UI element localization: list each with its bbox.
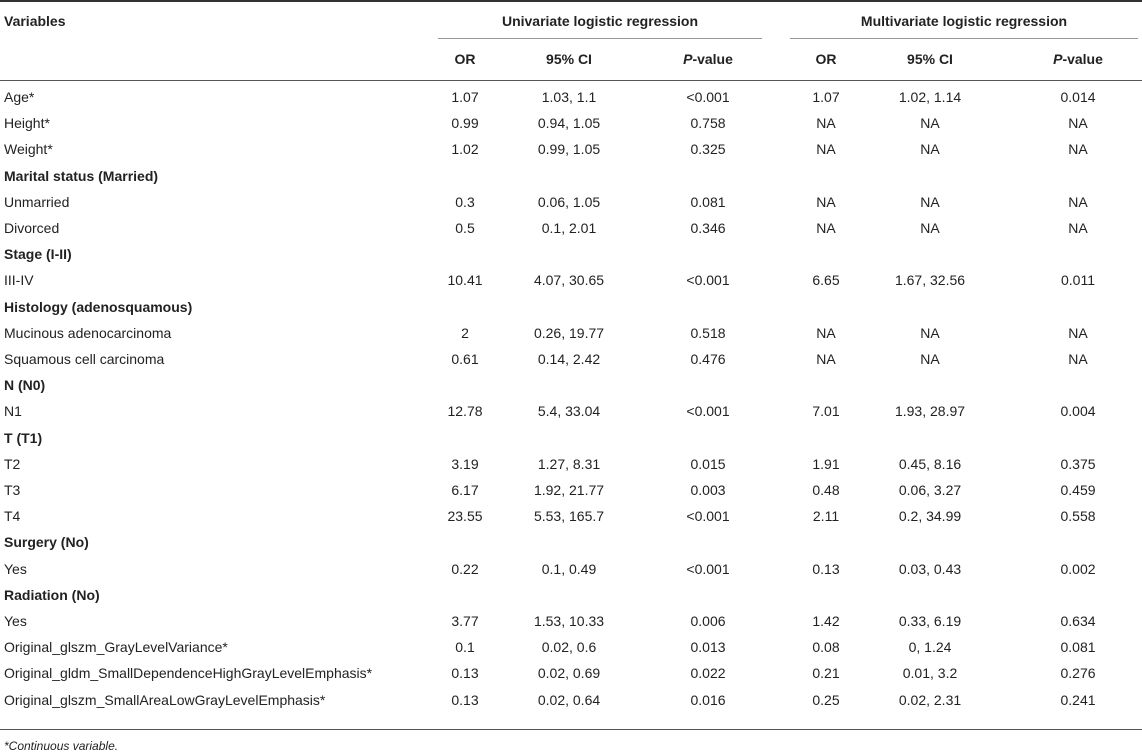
table-cell: 0.02, 0.6	[541, 639, 597, 656]
p-italic: P	[1053, 51, 1063, 67]
bottom-rule	[0, 729, 1142, 730]
table-cell: NA	[816, 220, 836, 236]
table-cell: 0.14, 2.42	[537, 351, 601, 367]
group-label: Radiation (No)	[4, 586, 100, 603]
table-cell: 0.13	[451, 665, 479, 682]
table-cell: 0.1	[455, 639, 475, 656]
table-cell: NA	[816, 193, 836, 210]
table-cell: 0.13	[812, 560, 840, 577]
table-cell: NA	[1068, 115, 1088, 132]
table-cell: 1.67, 32.56	[894, 272, 966, 289]
table-cell: 0.26, 19.77	[533, 324, 605, 341]
p-suffix: -value	[1062, 51, 1103, 67]
table-cell: NA	[1068, 220, 1088, 236]
table-cell: NA	[920, 141, 940, 158]
table-cell: 0.081	[1060, 639, 1096, 656]
table-row	[0, 141, 1142, 167]
table-cell: NA	[920, 324, 940, 341]
row-label: T2	[4, 455, 21, 472]
table-cell: <0.001	[686, 272, 730, 289]
header-p-multi	[1053, 51, 1103, 67]
table-cell: <0.001	[686, 89, 730, 105]
table-cell: 7.01	[812, 403, 840, 420]
table-cell: 0.476	[690, 351, 726, 367]
table-cell: 0.3	[455, 193, 475, 210]
table-cell: 1.07	[451, 89, 479, 105]
table-cell: NA	[816, 115, 836, 132]
row-label: III-IV	[4, 272, 34, 289]
table-row	[0, 508, 1142, 534]
row-label: T4	[4, 508, 21, 525]
row-label: Yes	[4, 613, 27, 629]
row-label: Original_gldm_SmallDependenceHighGrayLevelEmphasis*	[4, 665, 373, 682]
table-cell: 4.07, 30.65	[533, 272, 605, 289]
row-label: T3	[4, 482, 21, 498]
row-label: Yes	[4, 560, 27, 577]
table-cell: 0.634	[1060, 613, 1096, 629]
table-row	[0, 246, 1142, 272]
header-or-multi: OR	[815, 51, 837, 67]
table-cell: NA	[816, 141, 836, 158]
table-cell: 0.22	[451, 560, 479, 577]
group-label: Stage (I-II)	[4, 246, 72, 263]
table-cell: 0.014	[1060, 89, 1096, 105]
header-multivariate: Multivariate logistic regression	[860, 13, 1068, 29]
row-label: Weight*	[4, 141, 53, 158]
table-cell: 0.45, 8.16	[898, 455, 962, 472]
table-cell: 0.002	[1060, 560, 1096, 577]
table-cell: 0.13	[451, 691, 479, 708]
table-cell: 1.02	[451, 141, 479, 158]
table-cell: 1.91	[812, 455, 840, 472]
table-row	[0, 299, 1142, 325]
table-cell: 0.21	[812, 665, 840, 682]
table-cell: 1.27, 8.31	[537, 455, 601, 472]
p-italic: P	[683, 51, 693, 67]
table-cell: 3.77	[451, 613, 479, 629]
table-cell: 0.081	[690, 193, 726, 210]
table-cell: 0.48	[812, 482, 840, 498]
table-row	[0, 534, 1142, 560]
table-cell: 0.022	[690, 665, 726, 682]
table-cell: 23.55	[447, 508, 483, 525]
table-cell: NA	[1068, 324, 1088, 341]
univariate-subrule	[438, 38, 762, 39]
table-cell: NA	[1068, 141, 1088, 158]
table-cell: 3.19	[451, 455, 479, 472]
table-cell: 1.42	[812, 613, 840, 629]
table-cell: 12.78	[447, 403, 483, 420]
table-cell: NA	[1068, 351, 1088, 367]
table-cell: 0.02, 0.69	[537, 665, 601, 682]
group-label: N (N0)	[4, 377, 46, 394]
table-row	[0, 403, 1142, 429]
table-cell: <0.001	[686, 403, 730, 420]
row-label: N1	[4, 403, 22, 420]
table-row	[0, 168, 1142, 194]
table-row	[0, 639, 1142, 665]
table-cell: 1.53, 10.33	[533, 613, 605, 629]
table-cell: 0.25	[812, 691, 840, 708]
table-cell: 0.5	[455, 220, 475, 236]
table-cell: 0.518	[690, 324, 726, 341]
table-cell: 0.06, 3.27	[898, 482, 962, 498]
header-variables: Variables	[4, 13, 66, 29]
header-univariate: Univariate logistic regression	[501, 13, 699, 29]
group-label: Marital status (Married)	[4, 167, 159, 184]
footnote: *Continuous variable.	[4, 739, 119, 753]
table-row	[0, 325, 1142, 351]
table-row	[0, 430, 1142, 456]
table-cell: 0.99	[451, 115, 479, 132]
table-cell: 2	[461, 324, 469, 341]
table-cell: <0.001	[686, 508, 730, 525]
table-cell: 0.003	[690, 482, 726, 498]
table-cell: 1.07	[812, 89, 840, 105]
table-cell: 5.53, 165.7	[533, 508, 605, 525]
table-cell: 0.02, 0.64	[537, 691, 601, 708]
table-row	[0, 351, 1142, 377]
table-cell: 0.459	[1060, 482, 1096, 498]
table-cell: 0.08	[812, 639, 840, 656]
top-rule	[0, 0, 1142, 2]
table-cell: 0.2, 34.99	[898, 508, 962, 525]
table-row	[0, 561, 1142, 587]
table-cell: 0.1, 0.49	[541, 560, 597, 577]
table-cell: 0.013	[690, 639, 726, 656]
table-cell: <0.001	[686, 560, 730, 577]
table-cell: 6.65	[812, 272, 840, 289]
table-cell: 0.06, 1.05	[537, 193, 601, 210]
table-row	[0, 272, 1142, 298]
header-p-uni	[683, 51, 733, 67]
table-row	[0, 482, 1142, 508]
header-or-uni: OR	[454, 51, 476, 67]
table-cell: 0.016	[690, 691, 726, 708]
table-row	[0, 613, 1142, 639]
row-label: Height*	[4, 115, 50, 132]
row-label: Original_glszm_GrayLevelVariance*	[4, 639, 228, 656]
table-cell: 0.375	[1060, 455, 1096, 472]
table-cell: 2.11	[812, 508, 840, 525]
table-row	[0, 377, 1142, 403]
table-cell: 0.1, 2.01	[541, 220, 597, 236]
row-label: Mucinous adenocarcinoma	[4, 324, 172, 341]
table-row	[0, 456, 1142, 482]
table-cell: NA	[920, 220, 940, 236]
table-cell: NA	[816, 351, 836, 367]
table-cell: 0.03, 0.43	[898, 560, 962, 577]
row-label: Original_glszm_SmallAreaLowGrayLevelEmphasis*	[4, 691, 326, 708]
table-cell: NA	[920, 115, 940, 132]
table-cell: 0.015	[690, 455, 726, 472]
table-cell: NA	[920, 193, 940, 210]
table-cell: 0.325	[690, 141, 726, 158]
table-cell: 1.93, 28.97	[894, 403, 966, 420]
table-cell: 0.006	[690, 613, 726, 629]
header-ci-uni: 95% CI	[546, 51, 592, 67]
table-row	[0, 115, 1142, 141]
table-cell: 0.758	[690, 115, 726, 132]
table-cell: 0.276	[1060, 665, 1096, 682]
table-cell: 0.011	[1061, 272, 1095, 289]
group-label: Surgery (No)	[4, 534, 89, 551]
row-label: Divorced	[4, 220, 60, 236]
table-cell: 0.94, 1.05	[537, 115, 601, 132]
multivariate-subrule	[790, 38, 1138, 39]
table-row	[0, 194, 1142, 220]
group-label: Histology (adenosquamous)	[4, 298, 193, 315]
table-cell: 0.241	[1060, 691, 1096, 708]
table-cell: 1.03, 1.1	[541, 89, 597, 105]
table-cell: 0.01, 3.2	[902, 665, 958, 682]
header-ci-multi: 95% CI	[907, 51, 953, 67]
table-cell: 5.4, 33.04	[537, 403, 601, 420]
table-row	[0, 665, 1142, 691]
table-cell: 1.02, 1.14	[898, 89, 962, 105]
table-row	[0, 692, 1142, 718]
table-cell: 0.004	[1060, 403, 1096, 420]
p-suffix: -value	[692, 51, 733, 67]
table-cell: 0.33, 6.19	[898, 613, 962, 629]
header-rule	[0, 80, 1142, 81]
table-cell: 0, 1.24	[908, 639, 952, 656]
table-cell: NA	[1068, 193, 1088, 210]
row-label: Unmarried	[4, 193, 70, 210]
table-row	[0, 89, 1142, 115]
table-cell: 1.92, 21.77	[533, 482, 605, 498]
table-cell: 0.346	[690, 220, 726, 236]
table-cell: 6.17	[451, 482, 479, 498]
table-cell: 10.41	[447, 272, 483, 289]
table-cell: NA	[816, 324, 836, 341]
table-row	[0, 220, 1142, 246]
table-row	[0, 587, 1142, 613]
row-label: Squamous cell carcinoma	[4, 351, 165, 367]
group-label: T (T1)	[4, 429, 43, 446]
table-cell: NA	[920, 351, 940, 367]
table-cell: 0.02, 2.31	[898, 691, 962, 708]
table-cell: 0.558	[1060, 508, 1096, 525]
table-cell: 0.99, 1.05	[537, 141, 601, 158]
table-cell: 0.61	[451, 351, 479, 367]
row-label: Age*	[4, 89, 35, 105]
